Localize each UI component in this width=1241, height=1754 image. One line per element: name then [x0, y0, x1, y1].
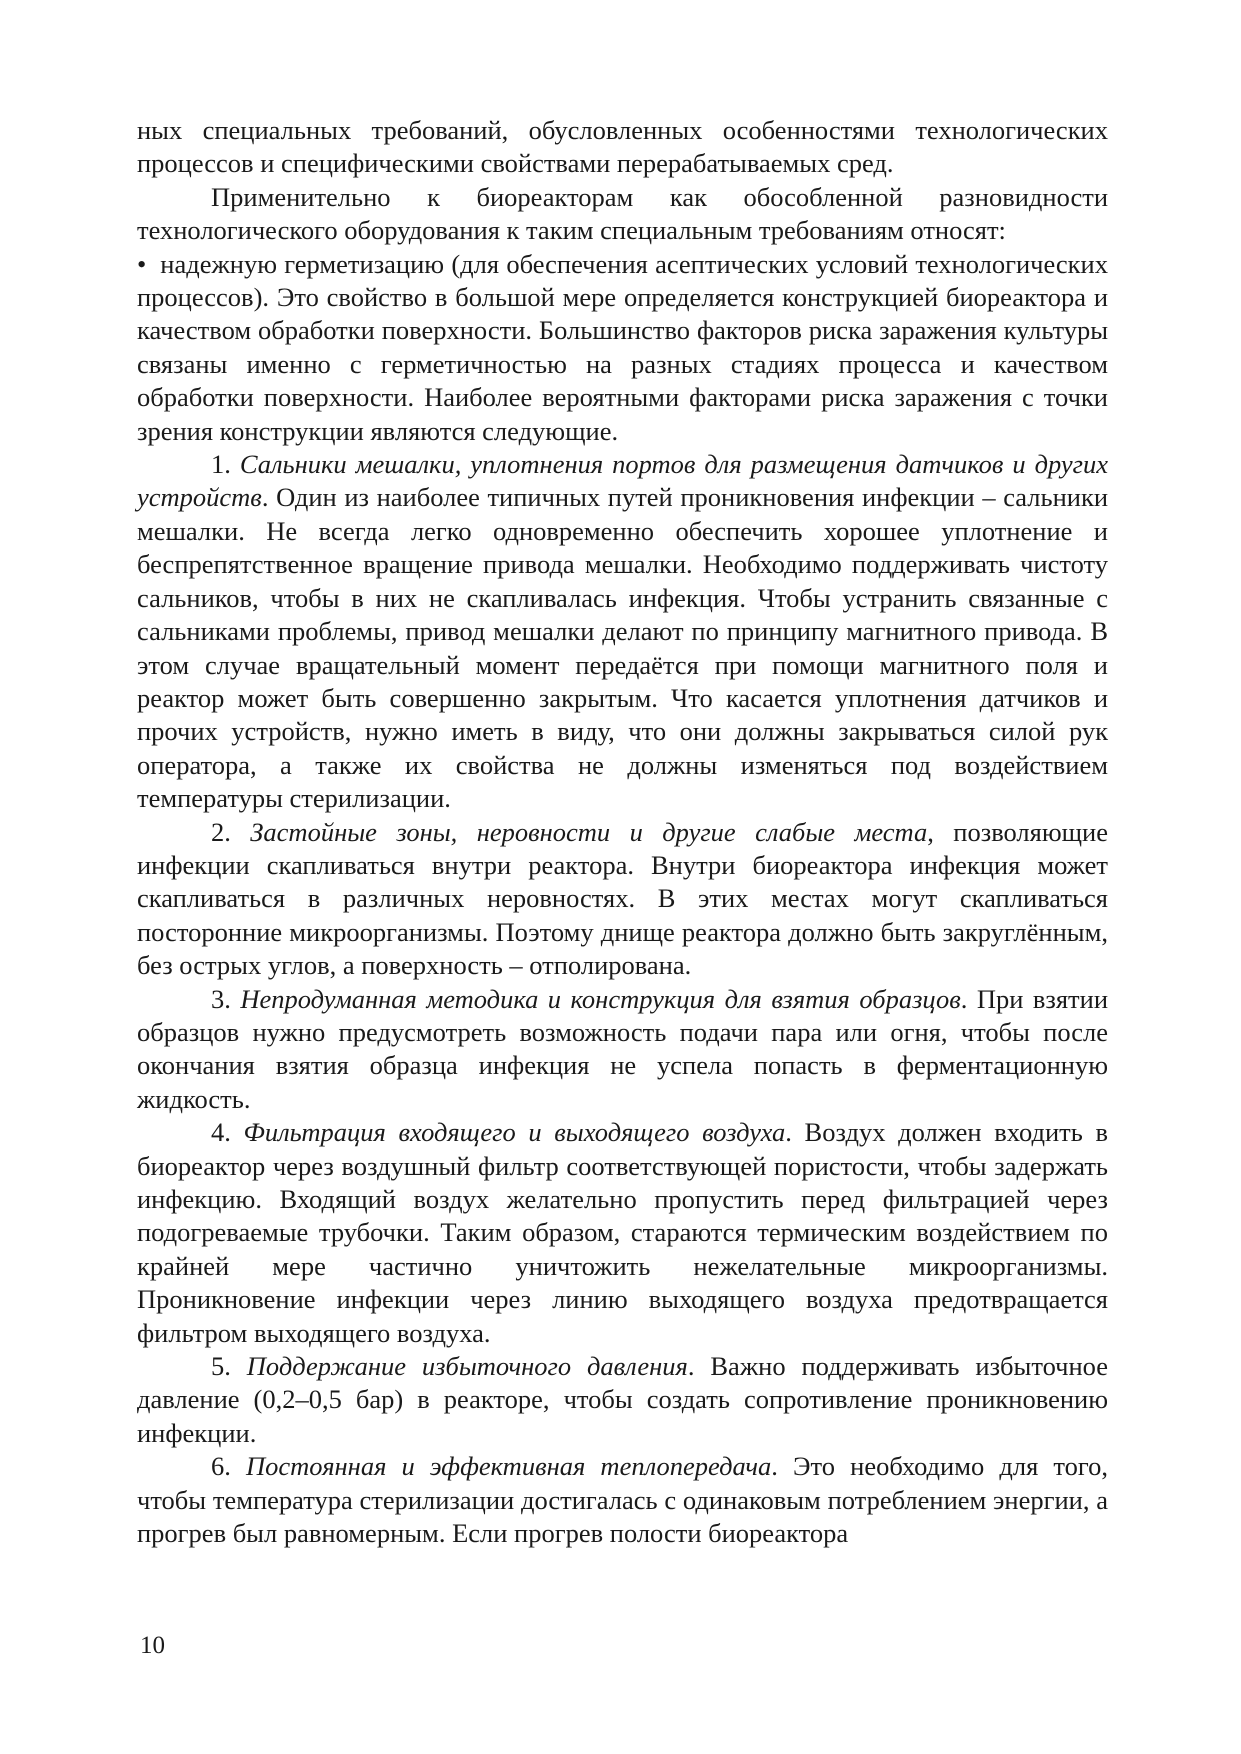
page-body	[137, 114, 1108, 1550]
item-title: Непродуманная методика и конструкция для взятия образцов	[240, 983, 961, 1014]
item-number: 4.	[211, 1117, 231, 1148]
paragraph-intro: Применительно к биореакторам как обособленной разновидности технологического оборудования к таким специальным требованиям относят:	[137, 181, 1108, 246]
item-number: 2.	[211, 816, 231, 847]
item-number: 5.	[211, 1351, 231, 1382]
item-title: Застойные зоны, неровности и другие слабые места	[250, 816, 928, 847]
item-title: Фильтрация входящего и выходящего воздуха	[243, 1117, 786, 1148]
item-text: , позволяющие инфекции скапливаться внутри реактора. Внутри биореактора инфекция может скапливаться в различных неровностях. В этих местах могут скапливаться посторонние микроорганизмы. Поэтому днище реактора должно быть закруглённым, без острых углов, а поверхность – отполирована.	[137, 816, 1108, 981]
page-number: 10	[140, 1632, 165, 1659]
numbered-item-3	[137, 983, 1108, 1117]
item-text: . Один из наиболее типичных путей проникновения инфекции – сальники мешалки. Не всегда легко одновременно обеспечить хорошее уплотнение и беспрепятственное вращение привода мешалки. Необходимо поддерживать чистоту сальников, чтобы в них не скапливалась инфекция. Чтобы устранить связанные с сальниками проблемы, привод мешалки делают по принципу магнитного привода. В этом случае вращательный момент передаётся при помощи магнитного поля и реактор может быть совершенно закрытым. Что касается уплотнения датчиков и прочих устройств, нужно иметь в виду, что они должны закрываться силой рук оператора, а также их свойства не должны изменяться под воздействием температуры стерилизации.	[137, 482, 1108, 814]
bullet-text: надежную герметизацию (для обеспечения асептических условий технологических процессов). Это свойство в большой мере определяется конструкцией биореактора и качеством обработки поверхности. Большинство факторов риска заражения культуры связаны именно с герметичностью на разных стадиях процесса и качеством обработки поверхности. Наиболее вероятными факторами риска заражения с точки зрения конструкции являются следующие.	[137, 248, 1108, 446]
numbered-item-6	[137, 1450, 1108, 1550]
item-number: 1.	[211, 449, 231, 480]
item-title: Поддержание избыточного давления	[246, 1351, 688, 1382]
numbered-item-2	[137, 816, 1108, 983]
numbered-item-5	[137, 1350, 1108, 1450]
item-title: Постоянная и эффективная теплопередача	[246, 1451, 772, 1482]
item-number: 3.	[211, 983, 231, 1014]
item-number: 6.	[211, 1451, 231, 1482]
item-text: . Воздух должен входить в биореактор через воздушный фильтр соответствующей пористости, чтобы задержать инфекцию. Входящий воздух желательно пропустить перед фильтрацией через подогреваемые трубочки. Таким образом, стараются термическим воздействием по крайней мере частично уничтожить нежелательные микроорганизмы. Проникновение инфекции через линию выходящего воздуха предотвращается фильтром выходящего воздуха.	[137, 1117, 1108, 1348]
item-title: Сальники мешалки, уплотнения портов для размещения датчиков и других устройств	[137, 449, 1108, 513]
item-text: . При взятии образцов нужно предусмотреть возможность подачи пара или огня, чтобы после окончания взятия образца инфекция не успела попасть в ферментационную жидкость.	[137, 983, 1109, 1114]
bullet-icon: •	[137, 248, 147, 279]
item-text: . Это необходимо для того, чтобы температура стерилизации достигалась с одинаковым потреблением энергии, а прогрев был равномерным. Если прогрев полости биореактора	[137, 1451, 1108, 1549]
bullet-item-sealing	[137, 248, 1108, 448]
paragraph-continuation: ных специальных требований, обусловленных особенностями технологических процессов и специфическими свойствами перерабатываемых сред.	[137, 115, 1108, 179]
numbered-item-4	[137, 1116, 1108, 1350]
item-text: . Важно поддерживать избыточное давление (0,2–0,5 бар) в реакторе, чтобы создать сопротивление проникновению инфекции.	[137, 1351, 1108, 1448]
numbered-item-1	[137, 448, 1108, 815]
